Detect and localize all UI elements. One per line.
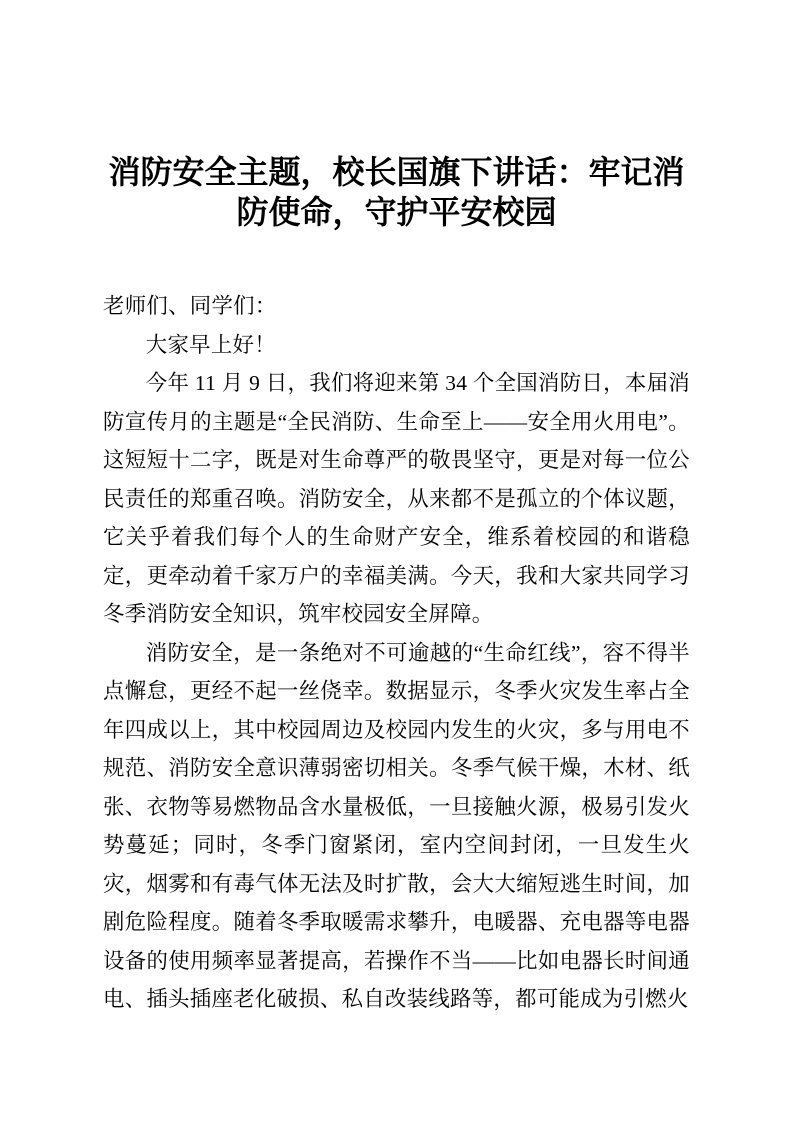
paragraph-body-1: 今年 11 月 9 日，我们将迎来第 34 个全国消防日，本届消防宣传月的主题是“全民消防、生命至上——安全用火用电”。这短短十二字，既是对生命尊严的敬畏坚守，更是对每一位公民责任的郑重召唤。消防安全，从来都不是孤立的个体议题，它关乎着我们每个人的生命财产安全，维系着校园的和谐稳定，更牵动着千家万户的幸福美满。今天，我和大家共同学习冬季消防安全知识，筑牢校园安全屏障。 <box>103 371 690 626</box>
paragraph-body-2: 消防安全，是一条绝对不可逾越的“生命红线”，容不得半点懈怠，更经不起一丝侥幸。数据显示，冬季火灾发生率占全年四成以上，其中校园周边及校园内发生的火灾，多与用电不规范、消防安全意识薄弱密切相关。冬季气候干燥，木材、纸张、衣物等易燃物品含水量极低，一旦接触火源，极易引发火势蔓延；同时，冬季门窗紧闭，室内空间封闭，一旦发生火灾，烟雾和有毒气体无法及时扩散，会大大缩短逃生时间，加剧危险程度。随着冬季取暖需求攀升，电暖器、充电器等电器设备的使用频率显著提高，若操作不当——比如电器长时间通电、插头插座老化破损、私自改装线路等，都可能成为引燃火 <box>103 640 690 1011</box>
paragraph-salutation: 老师们、同学们： <box>103 294 277 318</box>
paragraph-greeting: 大家早上好！ <box>145 332 276 357</box>
document-body <box>103 287 690 1019</box>
document-title: 消防安全主题，校长国旗下讲话：牢记消防使命，守护平安校园 <box>108 154 685 230</box>
